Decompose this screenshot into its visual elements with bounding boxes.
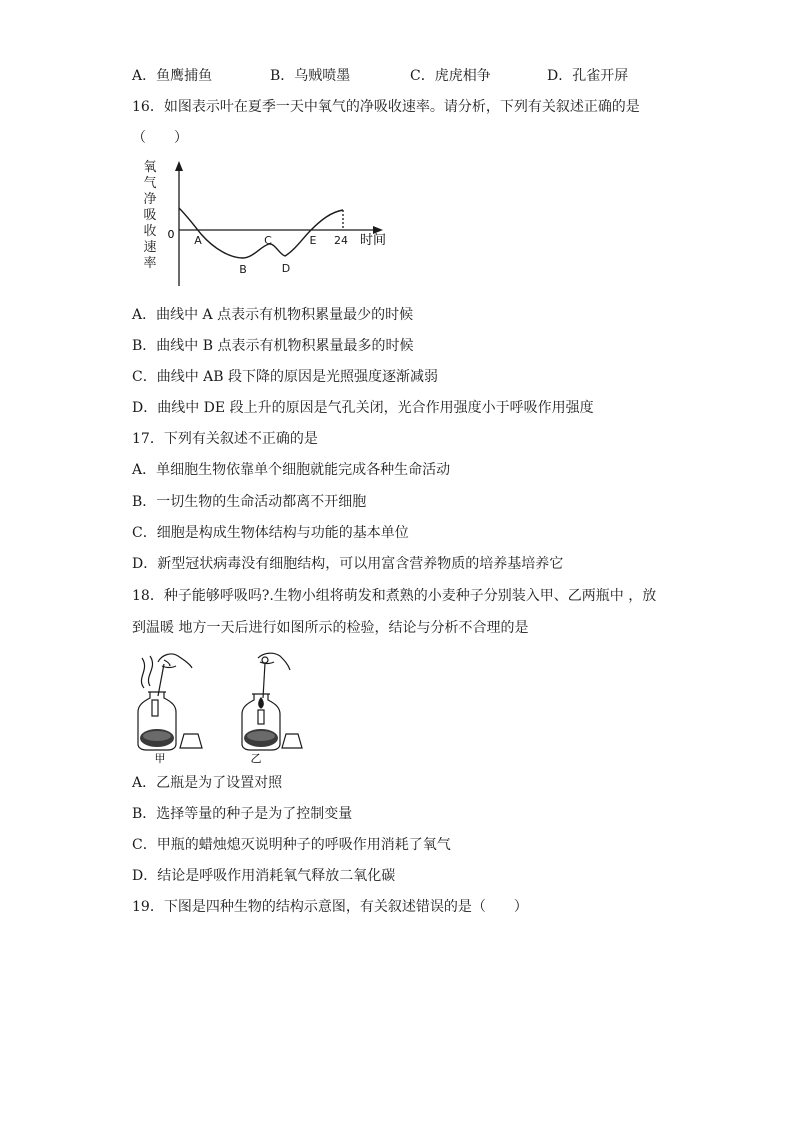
q16-option-d: D．曲线中 DE 段上升的原因是气孔关闭，光合作用强度小于呼吸作用强度 (132, 400, 594, 416)
q18-option-a: A．乙瓶是为了设置对照 (132, 775, 283, 791)
oxygen-curve (179, 208, 343, 258)
point-b-label: B (239, 263, 247, 276)
q18-option-d: D．结论是呼吸作用消耗氧气释放二氧化碳 (132, 868, 396, 884)
q16-oxygen-graph (135, 158, 395, 293)
point-a-label: A (194, 234, 202, 247)
seeds-jia (140, 729, 174, 747)
q18-option-c: C．甲瓶的蜡烛熄灭说明种子的呼吸作用消耗了氧气 (132, 837, 451, 853)
y-label-char-1: 氧 (143, 160, 157, 175)
q16-answer-blank: （ ） (132, 130, 188, 146)
q17-option-a: A．单细胞生物依靠单个细胞就能完成各种生命活动 (132, 462, 451, 478)
q17-option-c: C．细胞是构成生物体结构与功能的基本单位 (132, 525, 409, 541)
y-label-char-3: 净 (143, 192, 157, 207)
q16-option-b: B．曲线中 B 点表示有机物积累量最多的时候 (132, 338, 414, 354)
x-axis-label: 时间 (359, 233, 387, 248)
y-axis-arrow (175, 161, 183, 171)
q18-option-b: B．选择等量的种子是为了控制变量 (132, 806, 353, 822)
point-c-label: C (264, 234, 272, 247)
point-d-label: D (281, 262, 291, 275)
y-label-char-5: 收 (143, 224, 157, 239)
origin-label: 0 (167, 228, 175, 241)
q17-option-b: B．一切生物的生命活动都离不开细胞 (132, 494, 367, 510)
q17-option-d: D．新型冠状病毒没有细胞结构，可以用富含营养物质的培养基培养它 (132, 556, 564, 572)
q19-stem: 19．下图是四种生物的结构示意图，有关叙述错误的是（ ） (132, 899, 528, 915)
y-label-char-2: 气 (143, 176, 157, 191)
q16-option-c: C．曲线中 AB 段下降的原因是光照强度逐渐减弱 (132, 369, 439, 385)
y-label-char-7: 率 (143, 256, 157, 271)
q15-option-c: C．虎虎相争 (410, 68, 491, 84)
q17-stem: 17．下列有关叙述不正确的是 (132, 431, 318, 447)
q16-stem: 16．如图表示叶在夏季一天中氧气的净吸收速率。请分析，下列有关叙述正确的是 (132, 99, 640, 115)
q18-stem-line1: 18．种子能够呼吸吗?.生物小组将萌发和煮熟的小麦种子分别装入甲、乙两瓶中 ，放 (132, 588, 657, 604)
label-yi: 乙 (250, 752, 262, 765)
point-e-label: E (309, 234, 317, 247)
q16-option-a: A．曲线中 A 点表示有机物积累量最少的时候 (132, 307, 414, 323)
q15-option-a: A．鱼鹰捕鱼 (132, 68, 213, 84)
x-end-label: 24 (334, 234, 348, 247)
lid-jia (180, 734, 202, 748)
q15-options-row (132, 66, 692, 86)
q18-stem-line2: 到温暖 地方一天后进行如图所示的检验，结论与分析不合理的是 (132, 620, 529, 636)
lid-yi (282, 734, 302, 748)
seeds-yi (244, 729, 278, 747)
label-jia: 甲 (154, 752, 166, 765)
q18-seed-respiration-figure (132, 648, 302, 766)
y-label-char-4: 吸 (143, 208, 157, 223)
y-label-char-6: 速 (143, 240, 157, 255)
q15-option-d: D．孔雀开屏 (547, 68, 629, 84)
q15-option-b: B．乌贼喷墨 (270, 68, 351, 84)
